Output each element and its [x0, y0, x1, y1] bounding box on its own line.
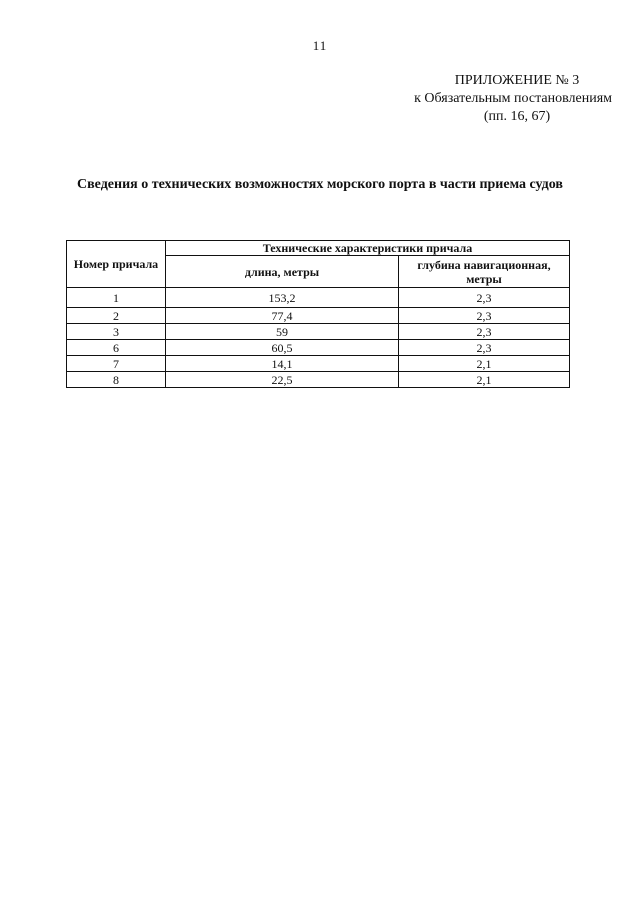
cell-length: 22,5 — [166, 372, 399, 388]
cell-berth-number: 2 — [67, 308, 166, 324]
appendix-block — [352, 72, 612, 126]
table-row — [67, 288, 570, 308]
cell-berth-number: 1 — [67, 288, 166, 308]
cell-depth: 2,3 — [399, 288, 570, 308]
cell-depth: 2,1 — [399, 372, 570, 388]
cell-length: 59 — [166, 324, 399, 340]
header-technical-characteristics: Технические характеристики причала — [166, 241, 570, 256]
appendix-label: ПРИЛОЖЕНИЕ № 3 — [454, 73, 580, 88]
header-berth-number: Номер причала — [67, 241, 166, 288]
cell-berth-number: 3 — [67, 324, 166, 340]
berths-table — [66, 240, 570, 388]
cell-length: 153,2 — [166, 288, 399, 308]
cell-depth: 2,3 — [399, 340, 570, 356]
table-row — [67, 308, 570, 324]
page-number: 11 — [312, 38, 328, 53]
table-row — [67, 324, 570, 340]
cell-length: 77,4 — [166, 308, 399, 324]
cell-berth-number: 8 — [67, 372, 166, 388]
table-row — [67, 340, 570, 356]
header-depth: глубина навигационная, метры — [399, 256, 570, 288]
cell-length: 14,1 — [166, 356, 399, 372]
cell-depth: 2,3 — [399, 324, 570, 340]
cell-berth-number: 7 — [67, 356, 166, 372]
cell-depth: 2,1 — [399, 356, 570, 372]
cell-berth-number: 6 — [67, 340, 166, 356]
table-row — [67, 356, 570, 372]
appendix-paragraphs: (пп. 16, 67) — [483, 109, 551, 124]
cell-depth: 2,3 — [399, 308, 570, 324]
table-row — [67, 372, 570, 388]
appendix-reference: к Обязательным постановлениям — [414, 91, 612, 106]
cell-length: 60,5 — [166, 340, 399, 356]
header-length: длина, метры — [166, 256, 399, 288]
document-title: Сведения о технических возможностях морского порта в части приема судов — [77, 177, 563, 192]
